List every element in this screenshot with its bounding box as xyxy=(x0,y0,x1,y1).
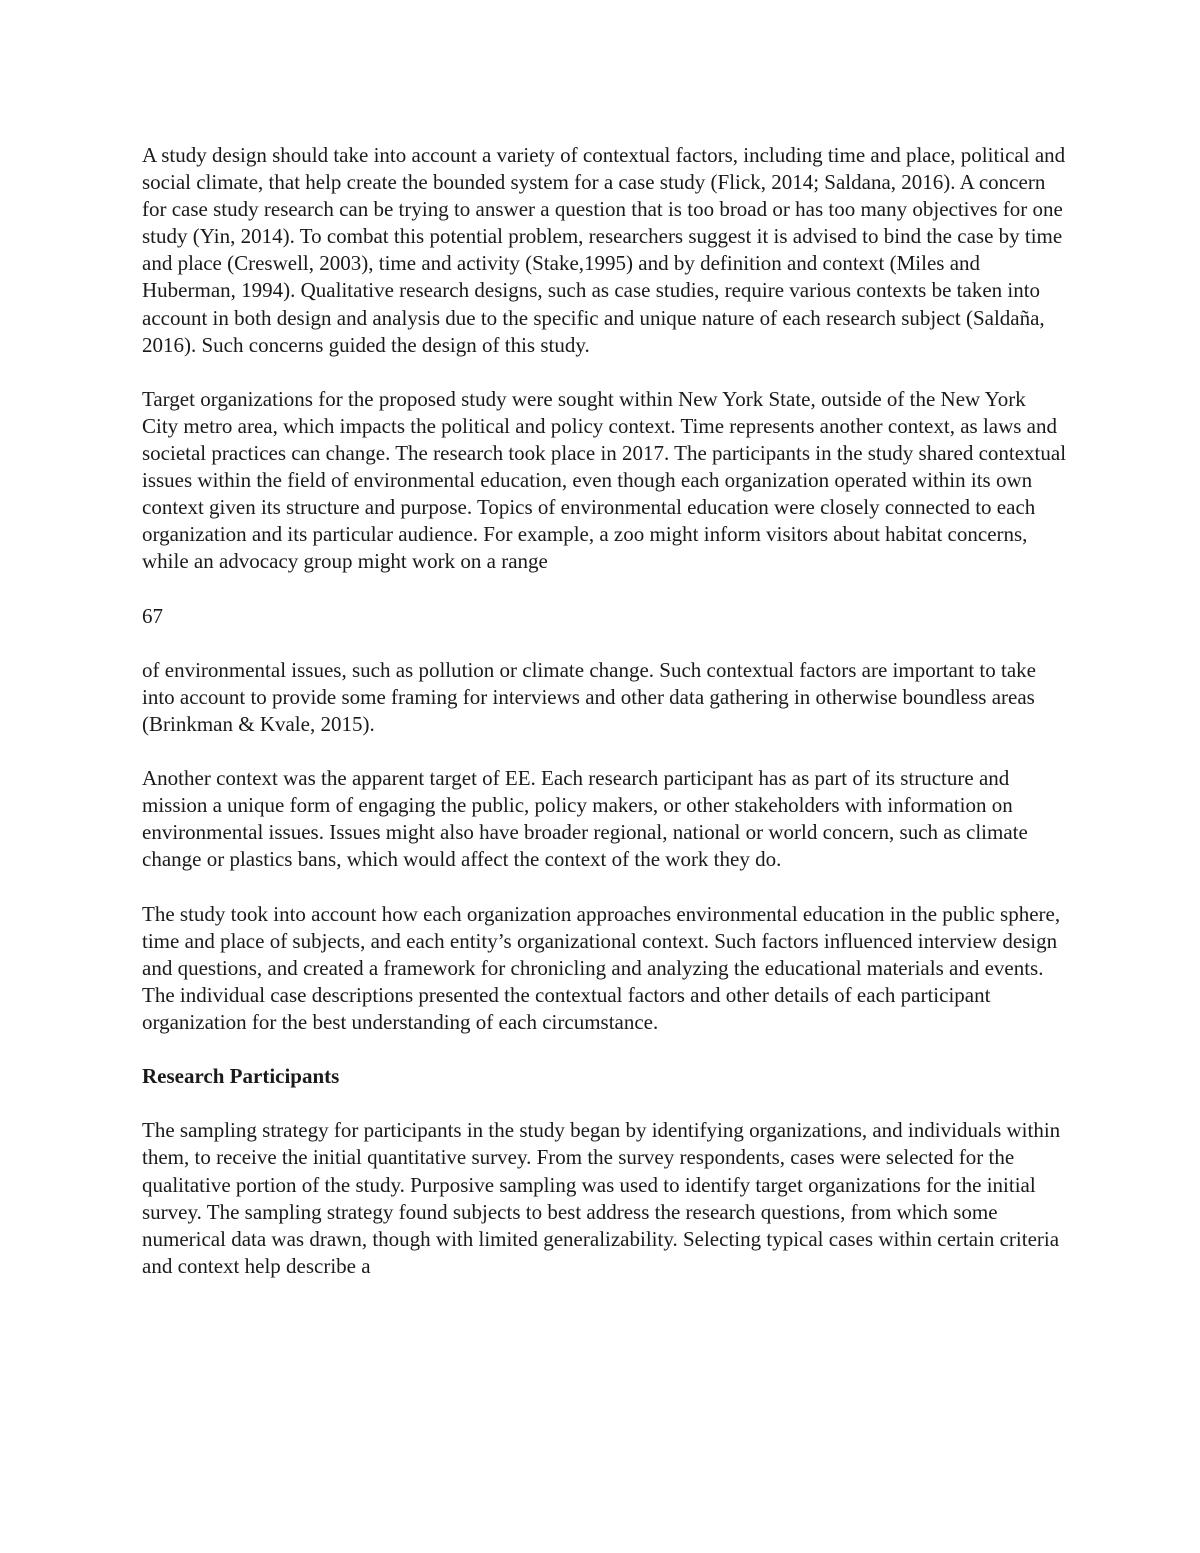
paragraph-study-design: A study design should take into account a variety of contextual factors, including time and place, political and social climate, that help create the bounded system for a case study (Flick, 2014; Saldana, 2016). A concern for case study research can be trying to answer a question that is too broad or has too many objectives for one study (Yin, 2014). To combat this potential problem, researchers suggest it is advised to bind the case by time and place (Creswell, 2003), time and activity (Stake,1995) and by definition and context (Miles and Huberman, 1994). Qualitative research designs, such as case studies, require various contexts be taken into account in both design and analysis due to the specific and unique nature of each research subject (Saldaña, 2016). Such concerns guided the design of this study. xyxy=(142,143,1066,357)
paragraph-environmental-issues: of environmental issues, such as pollution or climate change. Such contextual factors are important to take into account to provide some framing for interviews and other data gathering in otherwise boundless areas (Brinkman & Kvale, 2015). xyxy=(142,657,1036,736)
page-number: 67 xyxy=(142,603,163,628)
paragraph-study-account: The study took into account how each organization approaches environmental education in the public sphere, time and place of subjects, and each entity’s organizational context. Such factors influenced interview design and questions, and created a framework for chronicling and analyzing the educational materials and events. The individual case descriptions presented the contextual factors and other details of each participant organization for the best understanding of each circumstance. xyxy=(142,901,1061,1034)
section-heading: Research Participants xyxy=(142,1064,340,1089)
paragraph-another-context: Another context was the apparent target of EE. Each research participant has as part of its structure and mission a unique form of engaging the public, policy makers, or other stakeholders with information on environmental issues. Issues might also have broader regional, national or world concern, such as climate change or plastics bans, which would affect the context of the work they do. xyxy=(142,766,1028,872)
paragraph-target-organizations: Target organizations for the proposed study were sought within New York State, outside of the New York City metro area, which impacts the political and policy context. Time represents another context, as laws and societal practices can change. The research took place in 2017. The participants in the study shared contextual issues within the field of environmental education, even though each organization operated within its own context given its structure and purpose. Topics of environmental education were closely connected to each organization and its particular audience. For example, a zoo might inform visitors about habitat concerns, while an advocacy group might work on a range xyxy=(142,386,1067,574)
document-page xyxy=(142,142,1067,1280)
paragraph-sampling-strategy: The sampling strategy for participants in the study began by identifying organizations, and individuals within them, to receive the initial quantitative survey. From the survey respondents, cases were selected for the qualitative portion of the study. Purposive sampling was used to identify target organizations for the initial survey. The sampling strategy found subjects to best address the research questions, from which some numerical data was drawn, though with limited generalizability. Selecting typical cases within certain criteria and context help describe a xyxy=(142,1118,1061,1278)
